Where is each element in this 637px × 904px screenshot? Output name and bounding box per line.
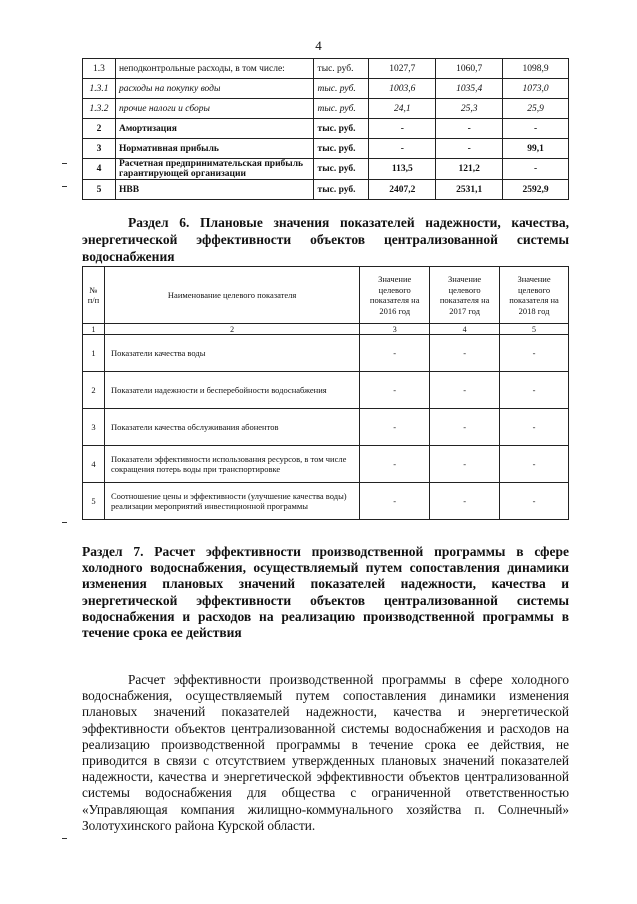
value-2017: 25,3 [436,99,503,119]
header-name: Наименование целевого показателя [104,267,359,324]
financial-table [82,58,569,200]
value-2016: 113,5 [369,159,436,180]
table-row [83,119,569,139]
value-2016: - [360,483,430,520]
table-row [83,335,569,372]
row-name: НВВ [115,180,313,200]
header-2017: Значение целевого показателя на 2017 год [430,267,500,324]
value-2018: - [500,446,569,483]
value-2018: 1073,0 [503,79,569,99]
value-2017: - [430,372,500,409]
value-2018: 25,9 [503,99,569,119]
row-unit: тыс. руб. [313,59,369,79]
table-row [83,483,569,520]
margin-mark [62,838,67,839]
row-unit: тыс. руб. [313,79,369,99]
row-unit: тыс. руб. [313,180,369,200]
column-index: 2 [104,324,359,335]
target-indicators-table [82,266,569,520]
row-name: Расчетная предпринимательская прибыль гарантирующей организации [115,159,313,180]
value-2017: 2531,1 [436,180,503,200]
value-2016: - [369,139,436,159]
value-2016: - [360,446,430,483]
value-2017: 121,2 [436,159,503,180]
row-unit: тыс. руб. [313,159,369,180]
row-number: 5 [83,483,105,520]
value-2018: - [503,119,569,139]
value-2017: - [436,119,503,139]
margin-mark [62,522,67,523]
value-2017: - [430,335,500,372]
indicator-name: Показатели качества обслуживания абонентов [104,409,359,446]
value-2017: - [430,483,500,520]
row-number: 5 [83,180,116,200]
row-number: 1.3.2 [83,99,116,119]
row-name: Нормативная прибыль [115,139,313,159]
value-2017: - [436,139,503,159]
value-2016: 1003,6 [369,79,436,99]
row-unit: тыс. руб. [313,99,369,119]
table-row [83,372,569,409]
row-number: 4 [83,159,116,180]
row-name: неподконтрольные расходы, в том числе: [115,59,313,79]
column-index: 5 [500,324,569,335]
row-unit: тыс. руб. [313,119,369,139]
row-number: 1.3.1 [83,79,116,99]
row-number: 3 [83,409,105,446]
table-row [83,99,569,119]
row-name: расходы на покупку воды [115,79,313,99]
row-name: прочие налоги и сборы [115,99,313,119]
value-2018: 1098,9 [503,59,569,79]
column-index: 1 [83,324,105,335]
value-2018: 2592,9 [503,180,569,200]
value-2018: - [500,409,569,446]
row-number: 4 [83,446,105,483]
header-2018: Значение целевого показателя на 2018 год [500,267,569,324]
value-2018: 99,1 [503,139,569,159]
value-2018: - [503,159,569,180]
row-number: 2 [83,372,105,409]
value-2017: - [430,409,500,446]
value-2018: - [500,372,569,409]
table-header-row [83,267,569,324]
header-2016: Значение целевого показателя на 2016 год [360,267,430,324]
value-2016: - [360,372,430,409]
page-number: 4 [315,38,322,53]
value-2016: 24,1 [369,99,436,119]
row-number: 1.3 [83,59,116,79]
table-row [83,159,569,180]
margin-mark [62,186,67,187]
value-2016: - [360,335,430,372]
value-2018: - [500,335,569,372]
column-index-row [83,324,569,335]
table-row [83,180,569,200]
margin-mark [62,163,67,164]
section-7-title: Раздел 7. Расчет эффективности производственной программы в сфере холодного водоснабжения, осуществляемый путем сопоставления динамики изменения плановых значений показателей надежности, качества и энергетической эффективности объектов централизованной системы водоснабжения и расходов на реализацию производственной программы в течение срока ее действия [82,544,569,641]
row-number: 2 [83,119,116,139]
value-2018: - [500,483,569,520]
table-row [83,59,569,79]
section-7-paragraph: Расчет эффективности производственной программы в сфере холодного водоснабжения, осуществляемый путем сопоставления динамики изменения плановых значений показателей надежности, качества и энергетической эффективности объектов централизованной системы водоснабжения и расходов на реализацию производственной программы в течение срока ее действия, не приводится в связи с отсутствием утвержденных плановых значений показателей надежности, качества и энергетической эффективности объектов централизованной системы водоснабжения для общества с ограниченной ответственностью «Управляющая компания жилищно-коммунального хозяйства п. Солнечный» Золотухинского района Курской области. [82,672,569,833]
table-row [83,139,569,159]
row-name: Амортизация [115,119,313,139]
indicator-name: Соотношение цены и эффективности (улучшение качества воды) реализации мероприятий инвестиционной программы [104,483,359,520]
row-unit: тыс. руб. [313,139,369,159]
header-num: № п/п [83,267,105,324]
value-2016: 2407,2 [369,180,436,200]
value-2017: - [430,446,500,483]
value-2017: 1060,7 [436,59,503,79]
column-index: 3 [360,324,430,335]
value-2016: - [360,409,430,446]
table-row [83,409,569,446]
value-2017: 1035,4 [436,79,503,99]
row-number: 1 [83,335,105,372]
table-row [83,79,569,99]
section-6-title: Раздел 6. Плановые значения показателей надежности, качества, энергетической эффективности объектов централизованной системы водоснабжения [82,215,569,264]
column-index: 4 [430,324,500,335]
indicator-name: Показатели качества воды [104,335,359,372]
value-2016: 1027,7 [369,59,436,79]
indicator-name: Показатели надежности и бесперебойности водоснабжения [104,372,359,409]
table-row [83,446,569,483]
indicator-name: Показатели эффективности использования ресурсов, в том числе сокращения потерь воды при транспортировке [104,446,359,483]
value-2016: - [369,119,436,139]
row-number: 3 [83,139,116,159]
